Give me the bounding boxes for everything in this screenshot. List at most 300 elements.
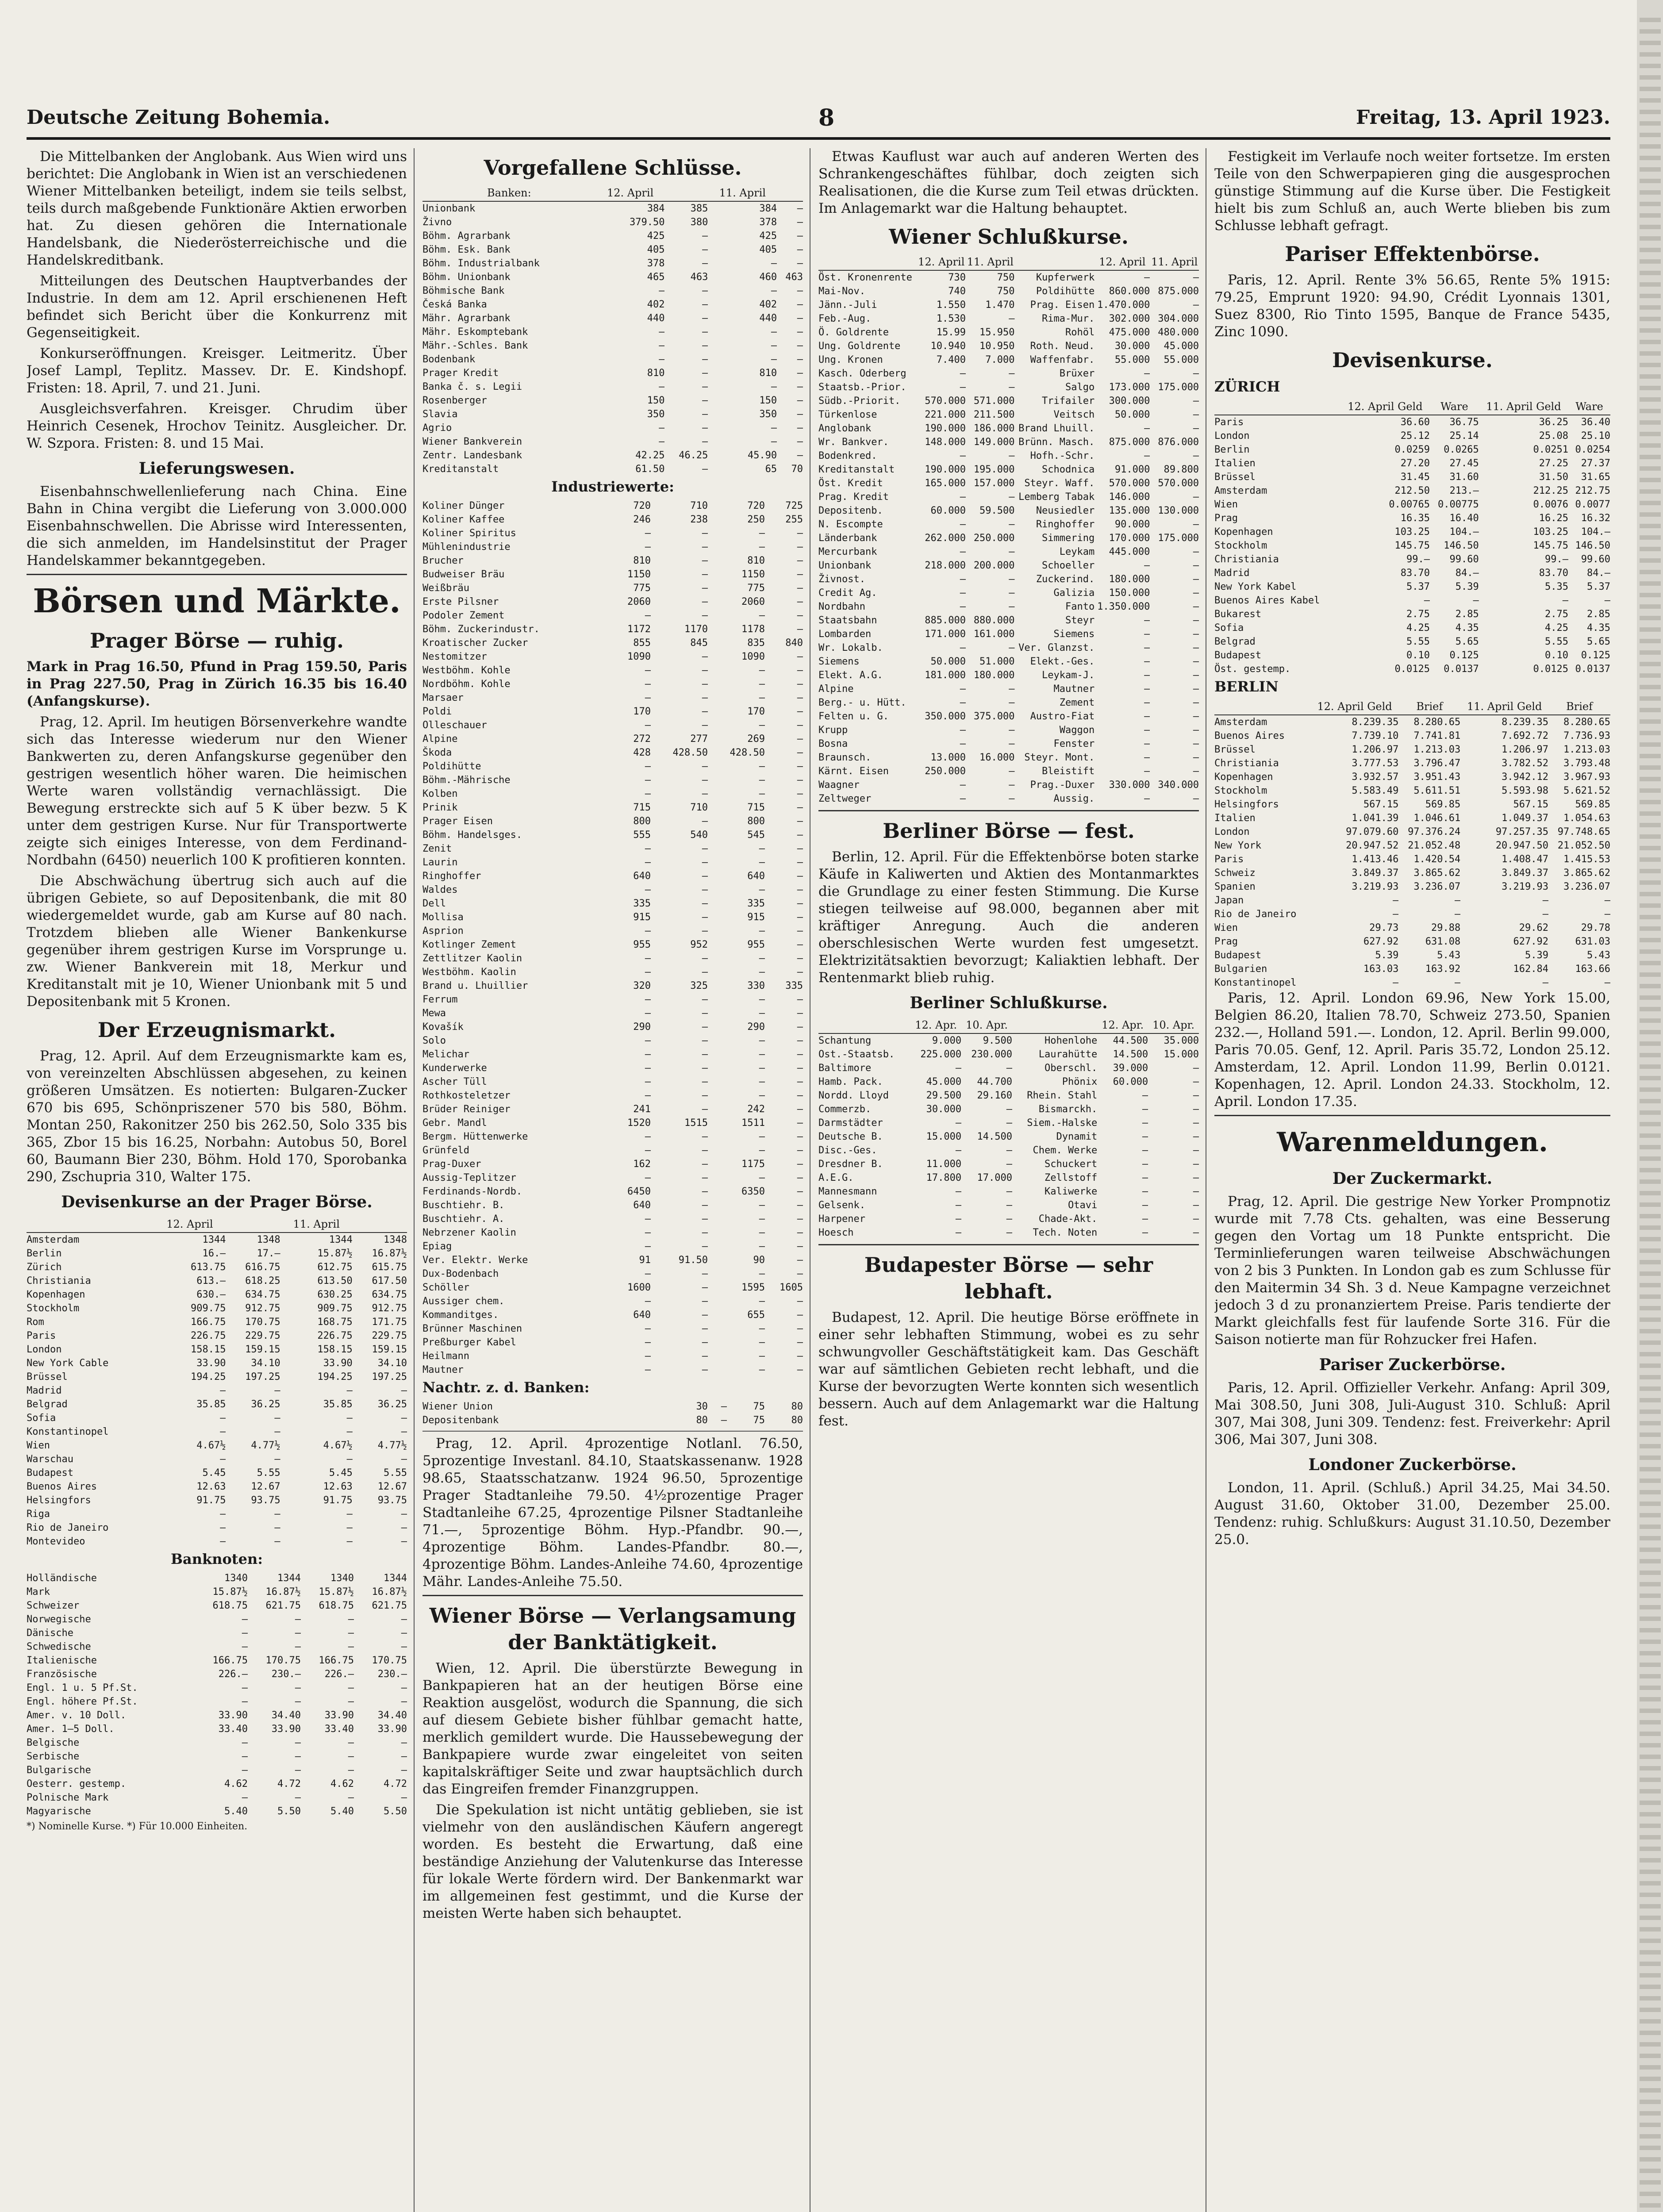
table-cell: 97.257.35 (1495, 826, 1549, 837)
issue-date: Freitag, 13. April 1923. (1356, 106, 1610, 129)
table-cell: 621.75 (372, 1600, 407, 1611)
table-cell: — (797, 1172, 803, 1183)
row-label: Prag-Duxer (422, 1159, 481, 1170)
table-cell: 750 (997, 286, 1015, 297)
table-cell: — (1009, 793, 1015, 804)
row-label: Schantung (818, 1035, 872, 1046)
row-label: Marsaer (422, 692, 464, 703)
table-cell: — (401, 1737, 407, 1748)
table-cell: — (1144, 793, 1150, 804)
table-cell: 226.75 (191, 1330, 226, 1341)
table-cell: — (1144, 738, 1150, 749)
row-label: Buenos Aires (1214, 730, 1285, 741)
table-cell: — (759, 1145, 765, 1156)
table-cell: — (797, 313, 803, 324)
paragraph: Paris, 12. April. Rente 3% 56.65, Rente 5% 1915: 79.25, Emprunt 1920: 94.90, Crédit Lyonnais 1301, Suez 8300, Rio Tinto 1595, Banque de France 5435, Zinc 1090. (1214, 272, 1610, 340)
table-cell: — (759, 1337, 765, 1348)
banknoten-table (27, 1571, 407, 1818)
table-cell: — (1144, 725, 1150, 736)
table-cell: 730 (948, 272, 966, 283)
row-label: Dell (422, 898, 446, 909)
table-cell: 27.37 (1581, 458, 1610, 469)
table-cell: — (1193, 1145, 1199, 1156)
row-label: Jänn.-Juli (818, 300, 877, 311)
table-cell: 226.— (324, 1669, 354, 1680)
table-cell: 627.92 (1513, 936, 1549, 947)
table-cell: 0.10 (1406, 650, 1430, 661)
table-cell: — (1144, 272, 1150, 283)
table-row (27, 1233, 407, 1247)
table-cell: 70 (791, 464, 803, 475)
table-cell: 16.000 (979, 752, 1015, 763)
table-row (422, 760, 803, 773)
table-cell: 567.15 (1513, 799, 1549, 810)
table-cell: 810 (759, 368, 777, 379)
table-cell: — (797, 326, 803, 338)
table-row (27, 1709, 407, 1722)
table-row (422, 746, 803, 760)
table-cell: — (1142, 1186, 1148, 1197)
table-row (1214, 511, 1610, 525)
table-cell: — (1193, 1159, 1199, 1170)
table-cell: 163.66 (1575, 964, 1610, 975)
intro-paragraphs (27, 148, 407, 452)
table-cell: — (702, 1035, 708, 1046)
row-label: Slavia (422, 409, 458, 420)
table-cell: 250 (747, 514, 765, 525)
table-cell: — (702, 555, 708, 566)
row-label: Deutsche B. (818, 1131, 883, 1142)
industrie-table (422, 499, 803, 1377)
table-cell: 3.942.12 (1502, 772, 1549, 783)
table-cell: 15.000 (1164, 1049, 1199, 1060)
table-cell: — (702, 884, 708, 895)
row-label: Böhm. Unionbank (422, 272, 511, 283)
table-row (1214, 770, 1610, 784)
row-label: Elekt. A.G. (818, 670, 883, 681)
table-cell: 5.55 (1406, 636, 1430, 647)
section-heading-devisen-prag: Devisenkurse an der Prager Börse. (61, 1193, 373, 1211)
table-cell: 83.70 (1400, 568, 1430, 579)
row-label: Montevideo (27, 1536, 85, 1547)
table-cell: — (1009, 368, 1015, 379)
section-heading-schluesse: Vorgefallene Schlüsse. (484, 156, 742, 180)
table-row (1214, 715, 1610, 729)
row-label: Buenos Aires Kabel (1214, 595, 1320, 606)
table-row (1214, 729, 1610, 743)
table-cell: 75 (753, 1415, 765, 1426)
table-cell: — (702, 1008, 708, 1019)
table-cell: — (1193, 1076, 1199, 1087)
table-row (422, 1308, 803, 1322)
section-heading-pariser-effekten: Pariser Effektenbörse. (1285, 242, 1540, 266)
row-label: Harpener (818, 1214, 865, 1225)
table-cell: — (348, 1765, 354, 1776)
row-label: London (1214, 430, 1250, 442)
table-cell: — (771, 354, 777, 365)
table-cell: — (1142, 1145, 1148, 1156)
table-row (422, 650, 803, 664)
table-cell: 0.0125 (1533, 664, 1569, 675)
table-row (818, 531, 1199, 545)
table-cell: 3.777.53 (1352, 758, 1399, 769)
table-row (422, 732, 803, 746)
table-cell: Kupferwerk (1036, 272, 1095, 283)
table-row (27, 1791, 407, 1805)
table-cell: — (702, 1268, 708, 1279)
table-row (1214, 935, 1610, 949)
table-cell: Bismarckh. (1038, 1104, 1098, 1115)
row-label: New York Cable (27, 1358, 109, 1369)
table-cell: — (1542, 909, 1549, 920)
table-row (422, 270, 803, 284)
table-cell: — (797, 912, 803, 923)
row-label: Prager Eisen (422, 816, 493, 827)
table-cell: 335 (785, 980, 803, 991)
table-cell: 186.000 (973, 423, 1015, 434)
table-cell: — (1009, 766, 1015, 777)
table-header-row (422, 185, 803, 201)
table-cell: 5.35 (1545, 581, 1569, 592)
table-row (27, 1654, 407, 1667)
table-cell: — (645, 1049, 651, 1060)
table-cell: 1172 (627, 624, 651, 635)
table-cell: — (702, 258, 708, 269)
table-cell: — (645, 1008, 651, 1019)
table-row (422, 298, 803, 311)
section-heading-erzeugnis: Der Erzeugnismarkt. (97, 1018, 336, 1042)
table-cell: — (1193, 423, 1199, 434)
table-cell: 91.50 (678, 1255, 708, 1266)
table-cell: Steyr (1065, 615, 1095, 626)
table-cell: — (1604, 909, 1610, 920)
column-header: 12. April (154, 1217, 226, 1233)
table-cell: 195.000 (973, 464, 1015, 475)
table-row (422, 595, 803, 609)
table-cell: 30.000 (926, 1104, 962, 1115)
table-cell: — (759, 1214, 765, 1225)
row-label: Felten u. G. (818, 711, 889, 722)
row-label: Mähr. Eskomptebank (422, 326, 528, 338)
table-cell: — (1193, 574, 1199, 585)
table-row (27, 1274, 407, 1288)
table-cell: 302.000 (1109, 313, 1150, 324)
table-cell: — (797, 1255, 803, 1266)
table-cell: — (401, 1696, 407, 1707)
table-cell: — (1455, 895, 1461, 906)
row-label: Melichar (422, 1049, 469, 1060)
table-row (1214, 798, 1610, 811)
table-cell: 104.— (1449, 526, 1479, 538)
table-cell: 33.90 (196, 1358, 226, 1369)
table-row (27, 1722, 407, 1736)
table-cell: 615.75 (372, 1262, 407, 1273)
table-cell: 30.000 (1114, 341, 1150, 352)
section-heading-prager-boerse: Prager Börse — ruhig. (89, 629, 344, 653)
table-row (1214, 539, 1610, 553)
table-row (1214, 949, 1610, 962)
row-label: Ö. Goldrente (818, 327, 889, 338)
table-cell: 7.692.72 (1502, 730, 1549, 741)
table-row (818, 1061, 1199, 1075)
table-cell: Steyr. Mont. (1024, 752, 1095, 763)
table-cell: — (1193, 642, 1199, 653)
row-label: Zeltweger (818, 793, 872, 804)
table-row (1214, 811, 1610, 825)
table-cell: — (1009, 780, 1015, 791)
row-label: Kommanditges. (422, 1310, 499, 1321)
table-cell: 567.15 (1363, 799, 1399, 810)
row-label: Kunderwerke (422, 1063, 487, 1074)
table-header-row (1214, 399, 1610, 415)
row-label: Budapest (1214, 650, 1261, 661)
table-cell: 15.000 (926, 1131, 962, 1142)
table-row (1214, 880, 1610, 894)
table-cell: — (771, 381, 777, 392)
row-label: Ferdinands-Nordb. (422, 1186, 522, 1197)
row-label: Olleschauer (422, 720, 487, 731)
table-cell: — (645, 1214, 651, 1225)
table-cell: 2060 (627, 596, 651, 607)
table-cell: 630.25 (317, 1289, 353, 1300)
table-cell: — (960, 450, 966, 461)
table-cell: — (346, 1413, 353, 1424)
row-label: Ferrum (422, 994, 458, 1005)
subheading-industrie: Industriewerte: (551, 478, 674, 495)
table-cell: — (348, 1628, 354, 1639)
table-cell: Prag. Eisen (1030, 300, 1095, 311)
table-cell: 885.000 (925, 615, 966, 626)
table-cell: — (960, 642, 966, 653)
table-cell: 810 (633, 555, 651, 566)
table-cell: — (702, 464, 708, 475)
table-cell: 618.75 (212, 1600, 248, 1611)
table-cell: — (702, 775, 708, 786)
table-cell: 384 (759, 203, 777, 214)
row-label: Hoesch (818, 1227, 854, 1238)
table-cell: — (702, 528, 708, 539)
table-cell: — (797, 555, 803, 566)
table-row (422, 311, 803, 325)
table-cell: 80 (696, 1415, 708, 1426)
table-cell: — (220, 1413, 226, 1424)
row-label: Poldihütte (422, 761, 481, 772)
table-cell: 17.800 (926, 1172, 962, 1183)
row-label: Madrid (27, 1385, 62, 1396)
table-row (422, 705, 803, 718)
table-cell: — (1193, 1214, 1199, 1225)
table-cell: — (771, 436, 777, 447)
table-cell: — (797, 596, 803, 607)
table-cell: 20.947.52 (1346, 840, 1399, 851)
table-cell: Hofh.-Schr. (1030, 450, 1095, 461)
berliner-schlusskurse-table (818, 1018, 1199, 1240)
table-cell: — (702, 422, 708, 434)
table-row (422, 1102, 803, 1116)
row-label: Živno (422, 217, 452, 228)
table-cell: 272 (633, 733, 651, 745)
column-2 (422, 148, 803, 2212)
row-label: Brucher (422, 555, 464, 566)
table-cell: — (797, 1351, 803, 1362)
table-row (422, 718, 803, 732)
table-cell: — (797, 761, 803, 772)
table-cell: — (1009, 725, 1015, 736)
row-label: Kärnt. Eisen (818, 766, 889, 777)
row-label: Wr. Bankver. (818, 437, 889, 448)
table-cell: — (1142, 1118, 1148, 1129)
table-cell: — (759, 720, 765, 731)
row-label: Solo (422, 1035, 446, 1046)
row-label: Commerzb. (818, 1104, 872, 1115)
table-row (27, 1411, 407, 1425)
table-cell: — (960, 684, 966, 695)
row-label: Zürich (27, 1262, 62, 1273)
table-cell: — (1142, 1131, 1148, 1142)
table-cell: 269 (747, 733, 765, 745)
divider (27, 574, 407, 575)
row-label: Schweizer (27, 1600, 80, 1611)
table-cell: 104.— (1581, 526, 1610, 538)
row-label: Böhmische Bank (422, 285, 505, 296)
table-cell: 168.75 (317, 1317, 353, 1328)
row-label: Italien (1214, 458, 1256, 469)
table-cell: 150.000 (1109, 588, 1150, 599)
table-cell: — (759, 1200, 765, 1211)
table-cell: — (702, 665, 708, 676)
table-cell: — (797, 569, 803, 580)
table-cell: 618.25 (245, 1275, 280, 1286)
table-row (422, 787, 803, 801)
table-row (422, 842, 803, 856)
table-cell: — (274, 1522, 280, 1533)
table-cell: — (401, 1426, 407, 1437)
row-label: Sofia (27, 1413, 56, 1424)
table-cell: 570.000 (1109, 478, 1150, 489)
table-row (422, 1212, 803, 1226)
table-cell: — (242, 1614, 248, 1625)
table-cell: — (1006, 1159, 1012, 1170)
row-label: Mähr. Agrarbank (422, 313, 511, 324)
table-row (422, 664, 803, 677)
row-label: Baltimore (818, 1063, 872, 1074)
table-cell: — (1455, 909, 1461, 920)
row-label: Riga (27, 1509, 50, 1520)
table-cell: — (1542, 895, 1549, 906)
table-cell: 21.052.48 (1408, 840, 1461, 851)
column-header: 12. April Geld (1311, 699, 1399, 715)
table-cell: 350.000 (925, 711, 966, 722)
table-cell: — (797, 1227, 803, 1238)
table-cell: 0.0251 (1533, 444, 1569, 455)
table-cell: — (797, 1323, 803, 1334)
row-label: Brüssel (1214, 472, 1256, 483)
table-cell: 5.39 (1375, 950, 1399, 961)
table-cell: 380 (690, 217, 708, 228)
table-row (818, 1102, 1199, 1116)
table-cell: 1515 (684, 1118, 708, 1129)
table-row (422, 1198, 803, 1212)
table-cell: 2.75 (1545, 609, 1569, 620)
row-label: Mautner (422, 1364, 464, 1375)
table-cell: — (1009, 642, 1015, 653)
table-cell: — (771, 285, 777, 296)
table-cell: 4.77½ (251, 1440, 280, 1451)
table-cell: — (645, 1063, 651, 1074)
table-cell: 50.000 (1114, 409, 1150, 420)
table-row (422, 910, 803, 924)
table-cell: 3.219.93 (1502, 881, 1549, 892)
table-cell: — (797, 1104, 803, 1115)
table-cell: 445.000 (1109, 546, 1150, 557)
table-cell: — (1142, 1172, 1148, 1183)
table-cell: — (797, 788, 803, 799)
section-heading-devisenkurse: Devisenkurse. (1332, 348, 1493, 372)
table-cell: 166.75 (212, 1655, 248, 1666)
table-cell: — (645, 967, 651, 978)
table-cell: — (759, 843, 765, 854)
table-cell: 627.92 (1363, 936, 1399, 947)
table-cell: — (645, 692, 651, 703)
row-label: Zenit (422, 843, 452, 854)
table-cell: 7.400 (936, 354, 966, 365)
row-label: Bodenbank (422, 354, 476, 365)
table-cell: 250.000 (925, 766, 966, 777)
table-cell: 612.75 (317, 1262, 353, 1273)
table-cell: 1.413.46 (1352, 854, 1399, 865)
table-row (818, 778, 1199, 792)
row-label: Konstantinopel (27, 1426, 109, 1437)
table-cell: — (702, 583, 708, 594)
table-cell: — (220, 1385, 226, 1396)
row-label: Paris (27, 1330, 56, 1341)
table-cell: — (645, 1296, 651, 1307)
table-cell: 170.75 (372, 1655, 407, 1666)
table-cell: — (797, 733, 803, 745)
table-cell: — (702, 692, 708, 703)
table-cell: 60.000 (930, 505, 966, 516)
table-cell: 15.87½ (319, 1586, 354, 1598)
table-cell: 197.25 (372, 1371, 407, 1382)
table-cell: 17.000 (977, 1172, 1012, 1183)
table-row (818, 326, 1199, 339)
table-cell: 5.40 (224, 1806, 248, 1817)
subheading-berlin: BERLIN (1214, 678, 1279, 695)
table-cell: — (242, 1751, 248, 1762)
row-label: Böhm. Handelsges. (422, 830, 522, 841)
row-label: Helsingfors (27, 1495, 91, 1506)
table-row (27, 1466, 407, 1480)
table-cell: 569.85 (1575, 799, 1610, 810)
row-label: Konstantinopel (1214, 977, 1297, 988)
row-label: Ver. Elektr. Werke (422, 1255, 528, 1266)
table-row (818, 627, 1199, 641)
page-number: 8 (818, 104, 835, 131)
table-row (27, 1736, 407, 1750)
table-cell: — (1006, 1227, 1012, 1238)
table-cell: 1.213.03 (1413, 744, 1461, 755)
table-cell: 428.50 (672, 747, 708, 758)
table-cell: 34.10 (377, 1358, 407, 1369)
table-cell: — (1006, 1200, 1012, 1211)
table-cell: 621.75 (265, 1600, 301, 1611)
row-label: Ost.-Staatsb. (818, 1049, 895, 1060)
row-label: Nestomitzer (422, 651, 487, 662)
table-cell: — (1193, 409, 1199, 420)
table-cell: — (797, 884, 803, 895)
row-label: Anglobank (818, 423, 872, 434)
table-cell: 45.90 (747, 450, 777, 461)
